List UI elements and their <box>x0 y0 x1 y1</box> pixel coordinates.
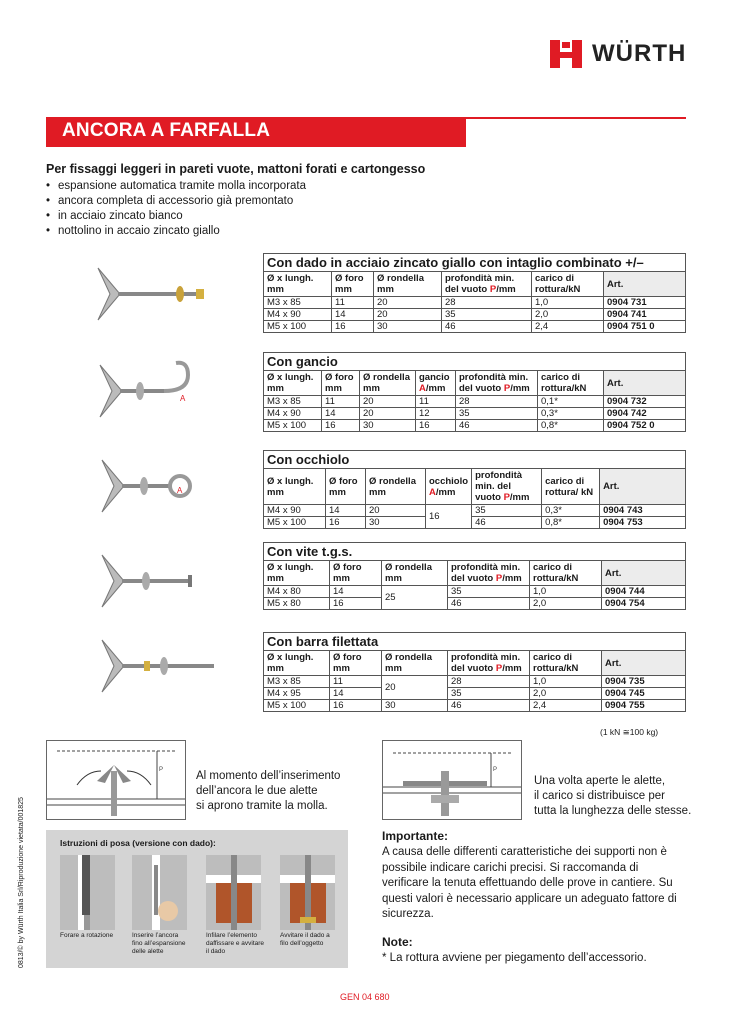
step-caption <box>280 932 344 948</box>
col-header: profondità min. del vuoto P/mm <box>448 651 530 676</box>
cell: 11 <box>322 396 360 408</box>
col-header: profondità min. del vuoto P/mm <box>472 469 542 505</box>
load-description <box>534 774 691 819</box>
cell: 16 <box>332 321 374 333</box>
desc-line: Al momento dell’inserimento <box>196 770 341 782</box>
cell: 0,1* <box>538 396 604 408</box>
col-header: Art. <box>604 272 686 297</box>
cell: 35 <box>456 408 538 420</box>
col-header: Ø rondella mm <box>382 651 448 676</box>
cell: 30 <box>360 420 416 432</box>
cell: M5 x 100 <box>264 517 326 529</box>
insertion-description <box>196 769 340 814</box>
insertion-diagram-image <box>47 741 185 819</box>
cell: 20 <box>366 505 426 517</box>
cell: 16 <box>322 420 360 432</box>
caption-line: il dado <box>206 948 226 955</box>
feature-item: • ancora completa di accessorio già premontato <box>46 194 686 209</box>
article-number: 0904 741 <box>604 309 686 321</box>
cell: 28 <box>456 396 538 408</box>
svg-text:A: A <box>180 394 186 403</box>
cell: M4 x 90 <box>264 408 322 420</box>
col-header: Ø foro mm <box>330 561 382 586</box>
important-text: A causa delle differenti caratteristiche dei supporti non è possibile indicare carichi precisi. Si raccomanda di verificare la tenuta effettuando delle prove in cantiere. Su questi valori è necessario applicare un adeguato fattore di sicurezza. <box>382 846 677 920</box>
cell: 16 <box>416 420 456 432</box>
cell: 20 <box>374 297 442 309</box>
spec-table <box>263 650 686 712</box>
load-diagram-image <box>383 741 521 819</box>
cell: M5 x 100 <box>264 700 330 712</box>
cell: 0,3* <box>542 505 600 517</box>
table-row <box>264 586 686 598</box>
feature-item: • espansione automatica tramite molla incorporata <box>46 179 686 194</box>
cell: 28 <box>448 676 530 688</box>
cell: 2,4 <box>532 321 604 333</box>
section-title: Con vite t.g.s. <box>263 542 686 560</box>
caption-line: fino all’espansione <box>132 940 186 947</box>
caption-line: delle alette <box>132 948 164 955</box>
instructions-title: Istruzioni di posa (versione con dado): <box>60 838 216 848</box>
cell: 20 <box>374 309 442 321</box>
table-row <box>264 505 686 517</box>
anchor-nut-image <box>88 258 218 330</box>
caption-line: Forare a rotazione <box>60 932 114 939</box>
cell: 35 <box>442 309 532 321</box>
cell: M4 x 90 <box>264 309 332 321</box>
intro-heading: Per fissaggi leggeri in pareti vuote, mattoni forati e cartongesso <box>46 162 426 176</box>
col-header: Ø rondella mm <box>360 371 416 396</box>
cell: 46 <box>472 517 542 529</box>
step-insert-image <box>132 855 187 930</box>
cell: 16 <box>426 505 472 529</box>
svg-text:P: P <box>159 767 164 773</box>
catalog-code: GEN 04 680 <box>340 992 390 1002</box>
article-number: 0904 751 0 <box>604 321 686 333</box>
cell: 30 <box>366 517 426 529</box>
cell: 46 <box>442 321 532 333</box>
cell: 46 <box>448 700 530 712</box>
anchor-eye-image <box>88 450 218 522</box>
feature-item: • nottolino in accaio zincato giallo <box>46 224 686 239</box>
table-row <box>264 396 686 408</box>
note-heading: Note: <box>382 934 413 949</box>
table-row <box>264 297 686 309</box>
col-header: Ø x lungh. mm <box>264 651 330 676</box>
anchor-screw-image <box>88 545 218 617</box>
col-header: profondità min. del vuoto P/mm <box>456 371 538 396</box>
table-row <box>264 688 686 700</box>
section-rod <box>263 632 686 712</box>
cell: 16 <box>330 700 382 712</box>
table-row <box>264 408 686 420</box>
cell: 46 <box>448 598 530 610</box>
cell: 16 <box>326 517 366 529</box>
cell: 20 <box>360 408 416 420</box>
col-header: Ø x lungh. mm <box>264 272 332 297</box>
step-caption <box>206 932 270 956</box>
spec-table <box>263 271 686 333</box>
section-eye <box>263 450 686 529</box>
anchor-hook-image <box>88 355 218 427</box>
section-title: Con dado in acciaio zincato giallo con intaglio combinato +/– <box>263 253 686 271</box>
brand-name: WÜRTH <box>592 40 687 67</box>
article-number: 0904 744 <box>602 586 686 598</box>
cell: 14 <box>330 586 382 598</box>
article-number: 0904 753 <box>600 517 686 529</box>
section-title: Con gancio <box>263 352 686 370</box>
section-title: Con barra filettata <box>263 632 686 650</box>
table-row <box>264 517 686 529</box>
intro <box>46 162 686 239</box>
page-title: ANCORA A FARFALLA <box>62 120 271 141</box>
important-block <box>382 829 686 966</box>
wurth-logo-icon <box>548 38 584 70</box>
cell: M5 x 80 <box>264 598 330 610</box>
article-number: 0904 742 <box>604 408 686 420</box>
spec-table <box>263 560 686 610</box>
cell: 0,3* <box>538 408 604 420</box>
desc-line: tutta la lunghezza delle stesse. <box>534 805 692 817</box>
section-screw <box>263 542 686 610</box>
desc-line: il carico si distribuisce per <box>534 790 666 802</box>
cell: 2,0 <box>530 598 602 610</box>
feature-list <box>46 179 686 239</box>
article-number: 0904 731 <box>604 297 686 309</box>
article-number: 0904 735 <box>602 676 686 688</box>
table-row <box>264 598 686 610</box>
cell: 11 <box>416 396 456 408</box>
col-header: occhiolo A/mm <box>426 469 472 505</box>
col-header: Ø foro mm <box>332 272 374 297</box>
caption-line: daffissare e avvitare <box>206 940 265 947</box>
section-title: Con occhiolo <box>263 450 686 468</box>
cell: M5 x 100 <box>264 420 322 432</box>
col-header: Ø foro mm <box>330 651 382 676</box>
col-header: carico di rottura/kN <box>532 272 604 297</box>
col-header: Ø x lungh. mm <box>264 371 322 396</box>
article-number: 0904 754 <box>602 598 686 610</box>
note-text: * La rottura avviene per piegamento dell’accessorio. <box>382 951 647 964</box>
col-header: Ø rondella mm <box>382 561 448 586</box>
col-header: Ø foro mm <box>322 371 360 396</box>
col-header: carico di rottura/kN <box>538 371 604 396</box>
col-header: Art. <box>602 651 686 676</box>
cell: 12 <box>416 408 456 420</box>
cell: 0,8* <box>542 517 600 529</box>
cell: 20 <box>360 396 416 408</box>
cell: M3 x 85 <box>264 396 322 408</box>
col-header: gancio A/mm <box>416 371 456 396</box>
article-number: 0904 752 0 <box>604 420 686 432</box>
step-caption <box>60 932 124 940</box>
caption-line: Infilare l’elemento <box>206 932 257 939</box>
col-header: Art. <box>600 469 686 505</box>
cell: 14 <box>326 505 366 517</box>
cell: 30 <box>374 321 442 333</box>
article-number: 0904 743 <box>600 505 686 517</box>
step-drill-image <box>60 855 115 930</box>
cell: 1,0 <box>532 297 604 309</box>
col-header: Ø x lungh. mm <box>264 561 330 586</box>
copyright-side-text: 0813/© by Würth Italia Srl/Riproduzione vietata/001825 <box>18 797 25 968</box>
cell: 35 <box>472 505 542 517</box>
table-row <box>264 420 686 432</box>
cell: 25 <box>382 586 448 610</box>
table-row <box>264 321 686 333</box>
step-caption <box>132 932 196 956</box>
col-header: Art. <box>604 371 686 396</box>
cell: M3 x 85 <box>264 676 330 688</box>
cell: 2,4 <box>530 700 602 712</box>
feature-item: • in acciaio zincato bianco <box>46 209 686 224</box>
col-header: Art. <box>602 561 686 586</box>
cell: 35 <box>448 688 530 700</box>
cell: 11 <box>330 676 382 688</box>
cell: 16 <box>330 598 382 610</box>
cell: 0,8* <box>538 420 604 432</box>
anchor-rod-image <box>88 630 218 702</box>
insertion-diagram <box>46 740 186 820</box>
section-hook <box>263 352 686 432</box>
desc-line: dell’ancora le due alette <box>196 785 318 797</box>
cell: 30 <box>382 700 448 712</box>
cell: 20 <box>382 676 448 700</box>
table-row <box>264 309 686 321</box>
article-number: 0904 745 <box>602 688 686 700</box>
col-header: carico di rottura/kN <box>530 561 602 586</box>
load-diagram <box>382 740 522 820</box>
desc-line: Una volta aperte le alette, <box>534 775 666 787</box>
caption-line: filo dell’oggetto <box>280 940 324 947</box>
cell: 14 <box>322 408 360 420</box>
cell: 2,0 <box>532 309 604 321</box>
cell: M4 x 80 <box>264 586 330 598</box>
col-header: Ø x lungh. mm <box>264 469 326 505</box>
article-number: 0904 732 <box>604 396 686 408</box>
col-header: Ø foro mm <box>326 469 366 505</box>
svg-text:A: A <box>177 486 183 495</box>
desc-line: si aprono tramite la molla. <box>196 800 328 812</box>
cell: 46 <box>456 420 538 432</box>
spec-table <box>263 370 686 432</box>
footnote: (1 kN ≅100 kg) <box>600 727 659 737</box>
step-tighten-image <box>280 855 335 930</box>
col-header: carico di rottura/kN <box>530 651 602 676</box>
step-fit-image <box>206 855 261 930</box>
cell: 14 <box>332 309 374 321</box>
cell: M3 x 85 <box>264 297 332 309</box>
article-number: 0904 755 <box>602 700 686 712</box>
table-row <box>264 676 686 688</box>
cell: M4 x 95 <box>264 688 330 700</box>
installation-instructions <box>46 830 348 968</box>
caption-line: Avvitare il dado a <box>280 932 330 939</box>
spec-table <box>263 468 686 529</box>
cell: 1,0 <box>530 586 602 598</box>
cell: 11 <box>332 297 374 309</box>
cell: 1,0 <box>530 676 602 688</box>
col-header: carico di rottura/ kN <box>542 469 600 505</box>
col-header: Ø rondella mm <box>366 469 426 505</box>
important-heading: Importante: <box>382 829 448 843</box>
cell: 14 <box>330 688 382 700</box>
wurth-logo <box>548 38 686 70</box>
col-header: profondità min. del vuoto P/mm <box>448 561 530 586</box>
cell: 35 <box>448 586 530 598</box>
cell: M5 x 100 <box>264 321 332 333</box>
svg-text:P: P <box>493 767 498 773</box>
cell: 2,0 <box>530 688 602 700</box>
col-header: profondità min. del vuoto P/mm <box>442 272 532 297</box>
title-rule <box>466 117 686 119</box>
section-nut <box>263 253 686 333</box>
col-header: Ø rondella mm <box>374 272 442 297</box>
cell: M4 x 90 <box>264 505 326 517</box>
cell: 28 <box>442 297 532 309</box>
table-row <box>264 700 686 712</box>
caption-line: Inserire l’ancora <box>132 932 179 939</box>
